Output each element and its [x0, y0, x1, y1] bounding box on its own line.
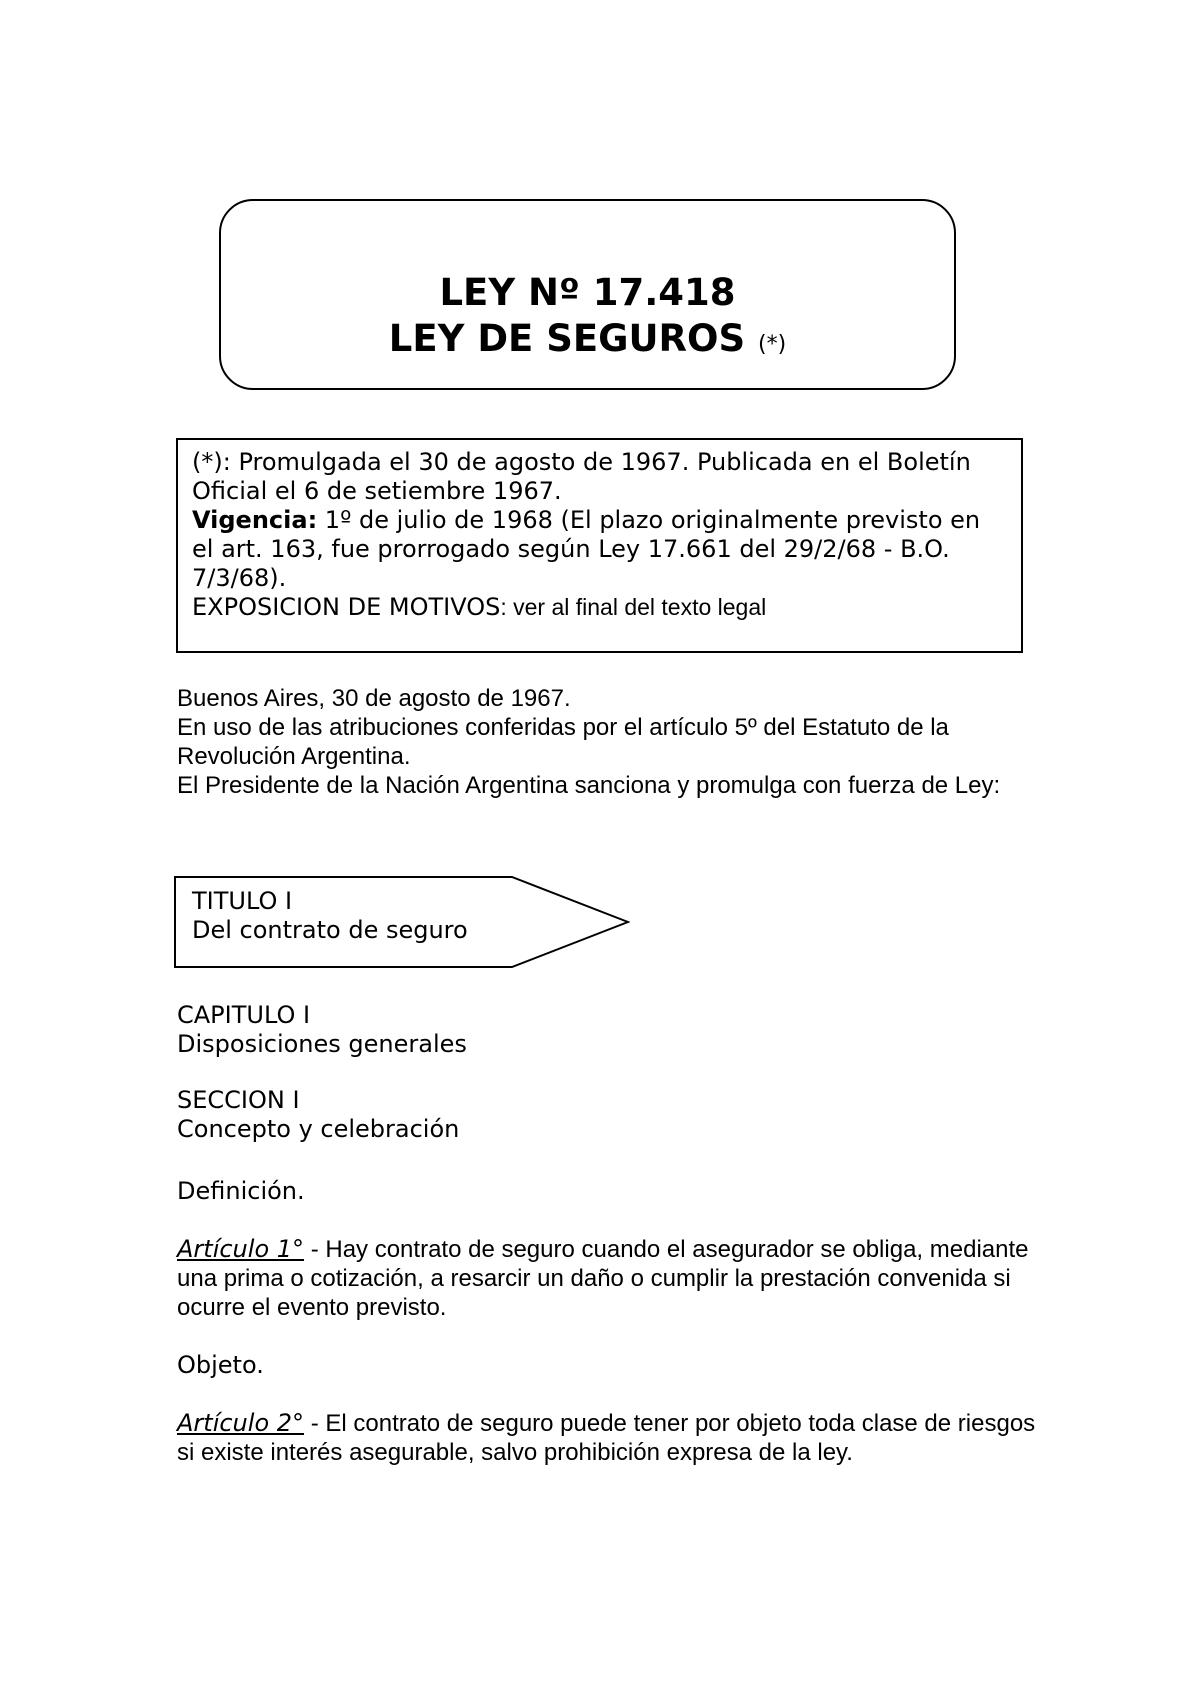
article-2-text: - El contrato de seguro puede tener por objeto toda clase de riesgos si existe interés asegurable, salvo prohibición expresa de la ley. — [177, 1410, 1036, 1466]
motivos-note — [192, 593, 1009, 622]
capitulo-number: CAPITULO I — [177, 1001, 311, 1029]
article-2-heading: Objeto. — [177, 1351, 264, 1379]
seccion-name: Concepto y celebración — [177, 1115, 460, 1143]
capitulo-name: Disposiciones generales — [177, 1030, 467, 1058]
preamble — [177, 684, 1037, 800]
law-title-box — [219, 199, 956, 390]
place-date: Buenos Aires, 30 de agosto de 1967. — [177, 685, 571, 712]
article-1-text: - Hay contrato de seguro cuando el asegurador se obliga, mediante una prima o cotización, a resarcir un daño o cumplir la prestación convenida si ocurre el evento previsto. — [177, 1236, 1029, 1321]
promulgation-note-box — [176, 438, 1023, 653]
vigencia-label: Vigencia: — [192, 506, 318, 534]
motivos-label: EXPOSICION DE MOTIVOS — [192, 593, 501, 621]
vigencia-text: 1º de julio de 1968 (El plazo originalmente previsto en el art. 163, fue prorrogado según Ley 17.661 del 29/2/68 - B.O. 7/3/68). — [192, 506, 981, 592]
footnote-mark: (*) — [758, 332, 787, 357]
titulo-heading — [192, 887, 468, 945]
article-1-label: Artículo 1° — [177, 1235, 305, 1263]
law-name: LEY DE SEGUROS — [388, 317, 746, 360]
law-name-line — [221, 317, 954, 367]
seccion-number: SECCION I — [177, 1086, 300, 1114]
titulo-name: Del contrato de seguro — [192, 916, 468, 944]
authority-statement: En uso de las atribuciones conferidas por el artículo 5º del Estatuto de la Revolución Argentina. — [177, 714, 949, 770]
capitulo-heading — [177, 1001, 467, 1059]
titulo-number: TITULO I — [192, 887, 293, 915]
article-1-paragraph — [177, 1235, 1037, 1322]
article-1-heading: Definición. — [177, 1177, 305, 1205]
seccion-heading — [177, 1086, 459, 1144]
enactment-statement: El Presidente de la Nación Argentina sanciona y promulga con fuerza de Ley: — [177, 772, 1001, 799]
article-2-paragraph — [177, 1409, 1037, 1467]
article-1 — [177, 1235, 1037, 1322]
law-number: LEY Nº 17.418 — [439, 271, 736, 314]
vigencia-note — [192, 506, 1009, 593]
article-2 — [177, 1409, 1037, 1467]
motivos-text: : ver al final del texto legal — [500, 594, 767, 620]
promulgation-note: (*): Promulgada el 30 de agosto de 1967. Publicada en el Boletín Oficial el 6 de setiembre 1967. — [192, 448, 971, 505]
article-2-label: Artículo 2° — [177, 1409, 305, 1437]
